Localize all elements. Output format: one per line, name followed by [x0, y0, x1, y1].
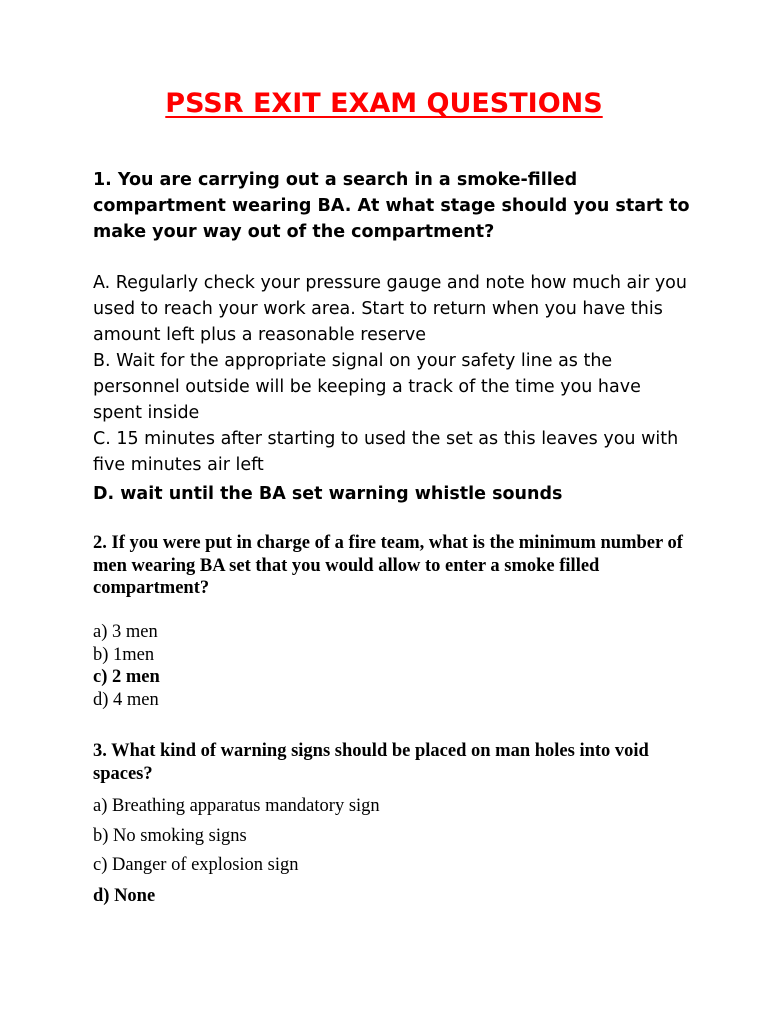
question-2-option-d: d) 4 men	[93, 689, 159, 710]
question-1-option-c: C. 15 minutes after starting to used the set as this leaves you with five minutes air left	[93, 429, 679, 475]
question-3-option-c: c) Danger of explosion sign	[93, 855, 299, 875]
question-2-option-b: b) 1men	[93, 644, 155, 665]
question-2-options	[93, 621, 693, 711]
question-1-option-d-answer: D. wait until the BA set warning whistle sounds	[93, 484, 563, 504]
page-title: PSSR EXIT EXAM QUESTIONS	[165, 88, 603, 119]
question-3-option-a: a) Breathing apparatus mandatory sign	[93, 796, 380, 816]
question-2-option-c-answer: c) 2 men	[93, 667, 160, 687]
question-2-option-a: a) 3 men	[93, 622, 158, 642]
question-3-option-d-answer: d) None	[93, 885, 156, 906]
question-1-options	[93, 270, 693, 507]
question-1-option-a: A. Regularly check your pressure gauge and note how much air you used to reach your work area. Start to return when you have this amount left plus a reasonable reserve	[93, 273, 687, 345]
question-1-text: 1. You are carrying out a search in a smoke-filled compartment wearing BA. At what stage should you start to make your way out of the compartment?	[93, 170, 690, 242]
question-1-option-b: B. Wait for the appropriate signal on your safety line as the personnel outside will be keeping a track of the time you have spent inside	[93, 351, 641, 423]
question-2-text: 2. If you were put in charge of a fire team, what is the minimum number of men wearing BA set that you would allow to enter a smoke filled compartment?	[93, 533, 683, 598]
question-3-option-b: b) No smoking signs	[93, 825, 247, 846]
question-3-text: 3. What kind of warning signs should be placed on man holes into void spaces?	[93, 741, 649, 784]
question-3-options	[93, 792, 693, 911]
